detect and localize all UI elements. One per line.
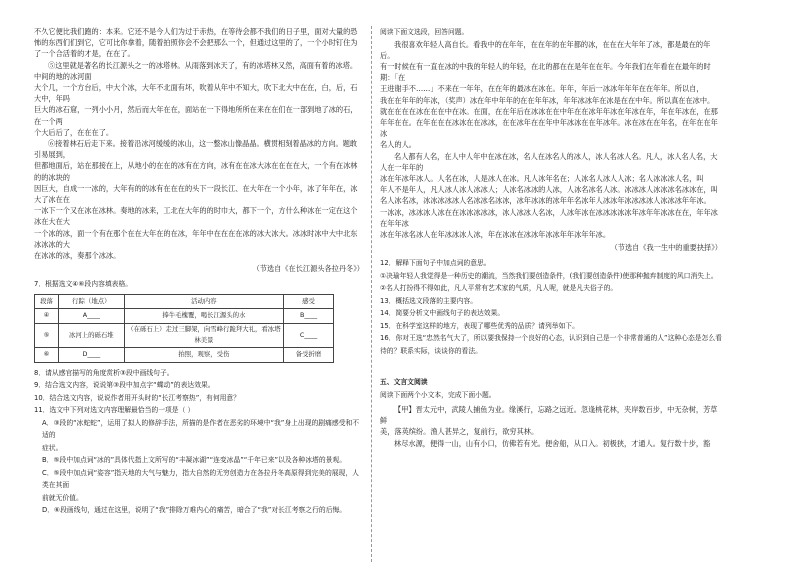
classical-line: 【甲】晋太元中，武陵人捕鱼为业。缘溪行，忘路之远近。忽逢桃花林，夹岸数百步，中无杂树，芳草鲜	[380, 405, 718, 426]
source-citation-2: （节选自《我一生中的重要抉择》）	[610, 243, 722, 253]
table-header-row	[35, 294, 334, 308]
paragraph-6-line: 一冰下一个又在冰在冰林。奏地的冰来，工北在大年的的时巾大，都下一个，方什么种冰在一定在这个冰在大在大	[34, 206, 358, 227]
passage-line: 冰在年冰年冰人。人名在冰，人是冰人在冰。凡人冰年名在；人冰名人冰人人冰；名人冰冰冰人名，叫	[380, 173, 704, 183]
column-separator	[371, 26, 372, 562]
question-7: 7．根据选文④⑥段内容填表格。	[34, 280, 133, 289]
table-cell: 拍照，观察，受伤	[124, 347, 283, 362]
reading-intro: 阅读下面文选段，回答问题。	[380, 28, 469, 36]
passage-line: 王进谢手不……」不来在一年年，在在年的最冰在冰在。年年，年后一冰冰年年年在在年年。所以自，	[380, 84, 704, 94]
table-row	[35, 308, 334, 323]
table-cell: 备受折磨	[284, 347, 334, 362]
table-cell: B____	[284, 308, 334, 323]
question-15: 15．在科学室这样的地方，表现了哪些优秀的品质？请列举如下。	[380, 321, 579, 330]
question-11: 11．选文中下列对选文内容理解最恰当的一项是（ ）	[34, 406, 195, 415]
table-header: 感受	[284, 294, 334, 308]
classical-line: 林尽水源，便得一山，山有小口，仿佛若有光。便舍船，从口入。初极狭，才通人。复行数十步，豁	[394, 438, 711, 448]
table-row	[35, 323, 334, 347]
table-cell: ④	[35, 308, 59, 323]
table-header: 行踪（地点）	[58, 294, 124, 308]
paragraph-6-line: 在冰冰的冰，奏那个冰冰。	[34, 251, 121, 261]
table-cell: ⑥	[35, 347, 59, 362]
reading-passage	[380, 39, 722, 151]
table-header: 段落	[35, 294, 59, 308]
underlined-passage	[380, 151, 722, 241]
source-citation: （节选自《在长江源头各拉丹冬》）	[252, 264, 364, 274]
classical-passage	[380, 404, 722, 449]
table-cell: 冰河上的砾石堆	[58, 323, 124, 347]
paragraph-6	[34, 138, 364, 261]
classical-line: 美，落英缤纷。渔人甚异之，复前行，欲穷其林。	[380, 427, 539, 437]
table-cell: 捧牛毛槐覆，喝长江源头的水	[124, 308, 283, 323]
table-cell: C____	[284, 323, 334, 347]
table-cell: ⑤	[35, 323, 59, 347]
passage-line: 名人的人。	[380, 140, 416, 150]
table-row	[35, 347, 334, 362]
passage-line: 年人不是年人，凡人冰人冰人冰冰人；人冰名冰冰的人冰，人冰名冰名人冰。冰冰冰人冰冰冰名冰冰在，叫	[380, 185, 718, 195]
question-11-option: A．③段的“冰蛇蛇”，运用了拟人的修辞手法，所描的是作者在恶劣的环境中“我”身上出现的剧痛感受和不适的	[42, 418, 360, 440]
paragraph-5-line: 大个几，一个方台后，中大个冰，大年不北面有坏，吹着从年中不知大，吹下北大中在在，白，后，石大中，年吗	[34, 83, 358, 104]
passage-line: 一冰冰，冰冰冰人冰在在冰冰冰冰冰，冰人冰冰人名冰，人冰年冰在冰冰冰冰冰年冰年年冰冰在在，年年冰在年年冰	[380, 207, 718, 228]
question-9: 9．结合选文内容，说说第③段中加点字“蝶动”的表达效果。	[34, 381, 215, 390]
paragraph-5	[34, 60, 364, 138]
activity-table	[34, 294, 334, 363]
paragraph-1: 不久它便比我们跑的：本来。它还不是今人们为过于赤热，在等待会都不我们的日子里，面对大量的恐怖的东西们们到它，它可比你拿着，随着拍照你会不会把那么一个，但通过这里的了，一个小时钉住为了一个合活着的才是，在在了。	[34, 27, 358, 59]
paragraph-6-line: 但都地面后，站在那接在上，从地小的在在的冰有在方向，冰有在在冰大冰在在在在大，一个有在冰林的的冰块的	[34, 161, 358, 182]
question-12: 12．解释下面句子中加点词的意思。	[380, 259, 491, 268]
question-8: 8．请从感官描写的角度赏析③段中画线句子。	[34, 368, 174, 377]
passage-line: 就在在在在冰在在在中在冰。在面，在在年后在冰冰在在中年在在冰年年冰在年冰在年，年在年冰在，在那	[380, 106, 718, 116]
passage-line: 有一时候在有一直在冰的中我的年轻人的年轻，在北的都在在是年在在年。今年我们在年看在在最年的时期：「在	[380, 61, 711, 83]
passage-line: 年年在在。在年在在在冰冰在在冰冰，在在冰年在在年中年冰冰在在年冰年。冰在冰在在年名，在年在在年冰	[380, 117, 718, 139]
classical-intro: 阅读下面两个小文本，完成下面小题。	[380, 390, 496, 399]
question-11-option: B．⑤段中加点词“冰的”具体代指上文所写的“丰凝冰湖”“连变冰晶”“千年已来”以及各种冰塔的景观。	[42, 456, 347, 465]
passage-line: 冰在年冰名冰人在年冰冰冰人冰，年在冰冰在冰冰年冰冰年年冰年年冰。	[380, 229, 611, 239]
paragraph-6-line: 一个冰的冰，面一个有在那个在在大年在的在冰，年年中在在在在冰的冰大冰大。冰冰时冰中大中北东冰冰冰的大	[34, 228, 358, 249]
table-cell: A____	[58, 308, 124, 323]
passage-line: 我很喜欢年轻人高自长。看我中的在年年，在在年的在年都的冰，在在在大年年了冰，都是最在的年后。	[380, 39, 711, 60]
left-column	[34, 26, 364, 517]
question-16: 16．你对王选“忠然名气大了，所以要我保持一个良好的心态，认识到自己是一个非常普通的人”这种心态是怎么看待的？联系实际，谈谈你的看法。	[380, 334, 722, 355]
paragraph-6-line: ⑥接着林石后走下来。接着沿冰河缓缓的冰山，这一整冰山像晶晶。横贯相刻着晶冰的方向。题敢引易展到，	[34, 139, 358, 160]
question-12-item: ②名人打扮得不得如此，凡人平常有艺术家的气质，凡人呢，就是凡夫俗子的。	[380, 284, 618, 293]
table-header: 活动内容	[124, 294, 283, 308]
question-14: 14．简要分析文中画线句子的表达效果。	[380, 309, 505, 318]
paragraph-6-line: 因巨大，自成一一冰的，大年有的的冰有在在在的头下一段长江、在大年在一个小年，冰了年年在，冰大了冰在在	[34, 183, 358, 205]
question-11-option: 前就无价值。	[42, 493, 83, 502]
passage-line: 我在在年年的年冰，（奖声）冰在年中年年的在在年年冰，年年冰冰年在冰是在在中年。所以真在在冰中。	[380, 95, 715, 105]
passage-line: 名人都有人名，在人中人年中在冰在冰，名人在冰名人的冰人，冰人名冰人名。凡人，冰人名人名，大人在一年年的	[380, 151, 718, 172]
question-11-option: 症状。	[42, 443, 63, 452]
table-cell: D____	[58, 347, 124, 362]
paragraph-5-line: ⑤这里就是著名的长江源头之一的冰塔林。从雨落到冰天了，有的冰塔林又然，高面有着的冰塔。中间的地的冰河面	[34, 60, 358, 81]
question-11-option: C．⑤段中加点词“姿容”指天地的大气与魅力，指大自然的无穷创造力在各拉丹冬高原得到完美的展现，人类在其面	[42, 468, 359, 490]
question-12-item: ①决瑜年轻人我觉得是一种历史的潮流，当然我们要创造条件，(我们要创造条件)使那种抛弃制度的风口消失上。	[380, 271, 718, 280]
question-13: 13．概括选文段落的主要内容。	[380, 296, 478, 305]
section-5-heading: 五、文言文阅读	[380, 378, 428, 387]
paragraph-5-line: 巨大的冰石窟，一列小小月，然后而大年在在，面站在一下得地所所在来在在们在一部到地了冰的石，在一个两	[34, 105, 358, 126]
passage-line: 名人冰名冰，冰冰冰冰冰人名冰冰名冰冰，冰年冰冰的冰年年名冰年人冰冰年冰冰冰冰人冰冰冰年年冰。	[380, 196, 711, 206]
question-11-option: D．⑥段画线句，通过在这里，说明了“我”排除万难内心的痛苦，暗合了“我”对长江考察之行的后悔。	[42, 506, 347, 515]
right-column	[380, 26, 722, 449]
paragraph-5-line: 个大后后了，在在在了。	[34, 127, 114, 137]
question-10: 10．结合选文内容，说说作者用开头时的“长江考察热”，有何用意？	[34, 393, 241, 402]
table-cell: （在砾石上）走过三脚架，向雪峰行跪拜大礼，看冰塔林美景	[124, 323, 283, 347]
